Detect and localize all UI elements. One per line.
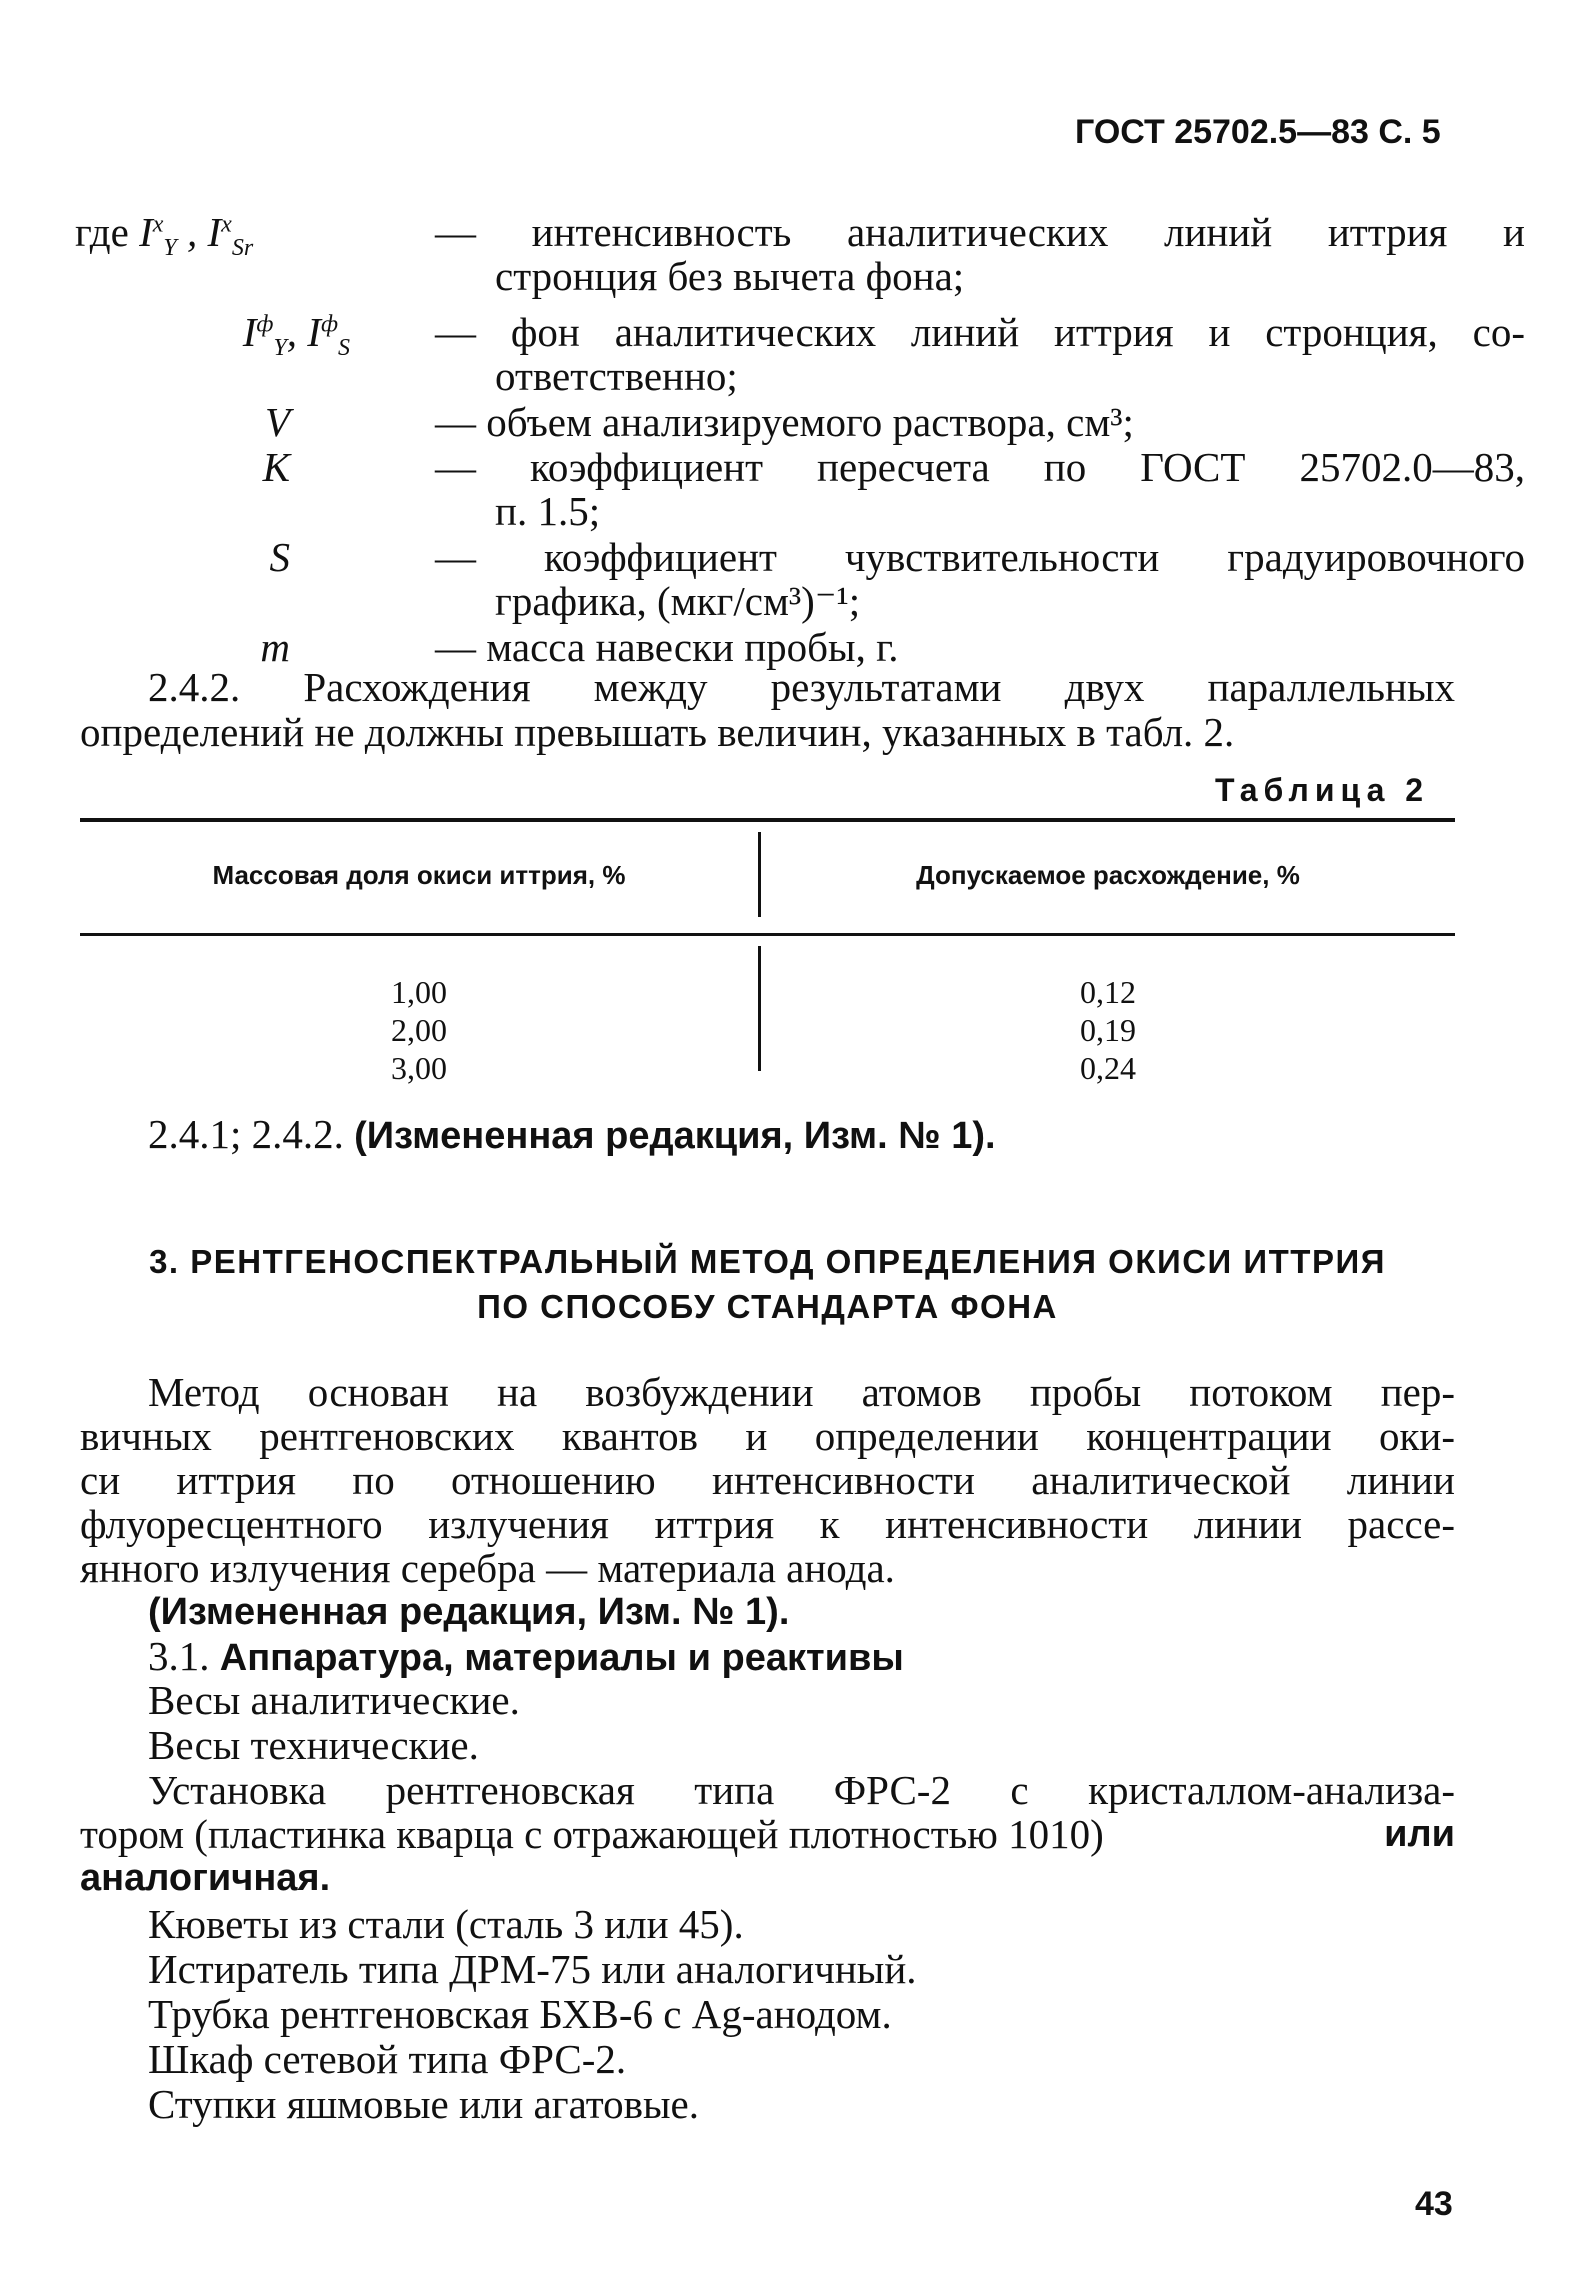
paragraph-line: вичных рентгеновских квантов и определении концентрации оки-: [80, 1413, 1455, 1459]
definition-symbol: V: [264, 399, 290, 445]
list-item: [80, 1812, 1455, 1856]
definition-text: — интенсивность аналитических линий иттрия и: [435, 209, 1525, 255]
where-label: где: [75, 209, 129, 255]
definition-text: — коэффициент чувствительности градуировочного: [435, 534, 1525, 580]
table-header-rule: [80, 933, 1455, 936]
definition-text: графика, (мкг/см³)⁻¹;: [495, 578, 861, 624]
list-item: Кюветы из стали (сталь 3 или 45).: [148, 1901, 744, 1947]
list-item-bold: аналогичная.: [80, 1857, 331, 1899]
paragraph-line: Метод основан на возбуждении атомов пробы потоком пер-: [148, 1369, 1455, 1415]
table-top-rule: [80, 818, 1455, 822]
paragraph-line: определений не должны превышать величин, указанных в табл. 2.: [80, 709, 1235, 755]
table-header-cell: Массовая доля окиси иттрия, %: [212, 860, 626, 890]
subsection-number: 3.1.: [148, 1633, 220, 1679]
definition-symbol: где $I^x_Y$ , $I^x_{Sr}$: [75, 209, 254, 262]
list-item: Весы аналитические.: [148, 1677, 520, 1723]
definition-text: — объем анализируемого раствора, см³;: [435, 399, 1134, 445]
definition-text: — коэффициент пересчета по ГОСТ 25702.0—83,: [435, 444, 1525, 490]
list-item: Истиратель типа ДРМ-75 или аналогичный.: [148, 1946, 917, 1992]
section-heading: ПО СПОСОБУ СТАНДАРТА ФОНА: [477, 1288, 1058, 1325]
definition-text: п. 1.5;: [495, 488, 601, 534]
list-item: Весы технические.: [148, 1722, 479, 1768]
table-column-values: [80, 973, 758, 1087]
subsection-heading: [148, 1634, 904, 1680]
table-cell: 0,19: [1080, 1012, 1136, 1048]
definition-symbol: S: [269, 534, 290, 580]
definition-symbol: $I^ф_Y$, $I^ф_S$: [242, 309, 350, 362]
definition-text: — масса навески пробы, г.: [435, 624, 899, 670]
list-item: Трубка рентгеновская БХВ-6 с Ag-анодом.: [148, 1991, 892, 2037]
table-column-values: [761, 973, 1455, 1087]
page-number: 43: [1415, 2185, 1453, 2223]
list-item: Ступки яшмовые или агатовые.: [148, 2081, 699, 2127]
amendment-prefix: 2.4.1; 2.4.2.: [148, 1111, 355, 1157]
amendment-note: [148, 1112, 996, 1158]
table-caption: Таблица 2: [1215, 772, 1430, 808]
list-item: Установка рентгеновская типа ФРС-2 с кристаллом-анализа-: [148, 1767, 1455, 1813]
definitions-list: [75, 209, 1525, 670]
table-cell: 0,12: [1080, 974, 1136, 1010]
table-cell: 3,00: [391, 1050, 447, 1086]
list-item-text: тором (пластинка кварца с отражающей плотностью 1010): [80, 1811, 1104, 1857]
definition-text: ответственно;: [495, 353, 738, 399]
table-cell: 0,24: [1080, 1050, 1136, 1086]
definition-text: стронция без вычета фона;: [495, 253, 965, 299]
paragraph-line: 2.4.2. Расхождения между результатами двух параллельных: [148, 664, 1455, 710]
amendment-note: (Измененная редакция, Изм. № 1).: [148, 1591, 790, 1633]
page-header: ГОСТ 25702.5—83 С. 5: [1075, 113, 1441, 151]
list-item: Шкаф сетевой типа ФРС-2.: [148, 2036, 627, 2082]
table-cell: 1,00: [391, 974, 447, 1010]
paragraph-line: янного излучения серебра — материала анода.: [80, 1545, 895, 1591]
list-item-bold: или: [1384, 1813, 1455, 1855]
definition-symbol: m: [260, 624, 290, 670]
paragraph-line: флуоресцентного излучения иттрия к интенсивности линии рассе-: [80, 1501, 1455, 1547]
data-table: [80, 818, 1455, 1098]
section-heading: 3. РЕНТГЕНОСПЕКТРАЛЬНЫЙ МЕТОД ОПРЕДЕЛЕНИЯ ОКИСИ ИТТРИЯ: [149, 1243, 1386, 1280]
definition-text: — фон аналитических линий иттрия и стронция, со-: [435, 309, 1525, 355]
definition-symbol: K: [262, 444, 290, 490]
paragraph-line: си иттрия по отношению интенсивности аналитической линии: [80, 1457, 1455, 1503]
table-cell: 2,00: [391, 1012, 447, 1048]
amendment-bold: (Измененная редакция, Изм. № 1).: [354, 1115, 996, 1157]
table-header-cell: Допускаемое расхождение, %: [916, 860, 1300, 890]
subsection-title: Аппаратура, материалы и реактивы: [219, 1637, 904, 1679]
